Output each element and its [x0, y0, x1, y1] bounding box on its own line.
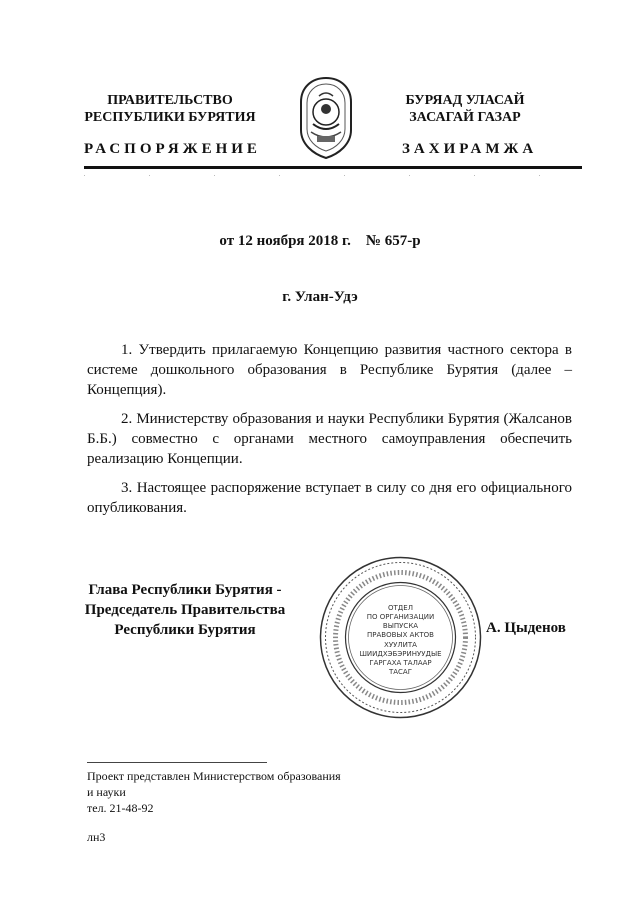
- order-number: № 657-р: [365, 233, 421, 249]
- header-dotted-divider: [84, 175, 582, 176]
- republic-emblem-icon: [291, 72, 361, 162]
- svg-text:ГАРГАХА ТАЛААР: ГАРГАХА ТАЛААР: [369, 659, 432, 667]
- government-title: [70, 92, 270, 126]
- footnote-phone: тел. 21-48-92: [87, 801, 154, 815]
- footnote-line2: и науки: [87, 785, 126, 799]
- svg-text:ПРАВОВЫХ АКТОВ: ПРАВОВЫХ АКТОВ: [367, 631, 434, 639]
- document-type-buryat: ЗАХИРАМЖА: [402, 141, 538, 157]
- government-title-line2: РЕСПУБЛИКИ БУРЯТИЯ: [84, 110, 256, 125]
- svg-text:ШИИДХЭБЭРИНУУДЫЕ: ШИИДХЭБЭРИНУУДЫЕ: [359, 650, 442, 658]
- government-title-buryat-line2: ЗАСАГАЙ ГАЗАР: [409, 110, 521, 125]
- footnote-divider: [87, 762, 267, 763]
- footnote-line1: Проект представлен Министерством образования: [87, 769, 341, 783]
- document-code: лн3: [87, 830, 106, 844]
- signatory-title: [70, 580, 300, 640]
- paragraph-2: 2. Министерству образования и науки Республики Бурятия (Жалсанов Б.Б.) совместно с органами местного самоуправления обеспечить реализацию Концепции.: [87, 411, 572, 467]
- order-city: г. Улан-Удэ: [282, 289, 358, 305]
- document-type: РАСПОРЯЖЕНИЕ: [84, 141, 261, 157]
- signatory-title-line1: Глава Республики Бурятия -: [88, 582, 282, 598]
- svg-text:ПО ОРГАНИЗАЦИИ: ПО ОРГАНИЗАЦИИ: [366, 613, 435, 621]
- government-title-buryat-line1: БУРЯАД УЛАСАЙ: [405, 93, 525, 108]
- paragraph-1: 1. Утвердить прилагаемую Концепцию развития частного сектора в системе дошкольного образования в Республике Бурятия (далее – Концепция).: [87, 342, 572, 398]
- government-title-line1: ПРАВИТЕЛЬСТВО: [107, 93, 233, 108]
- order-date-number: [0, 233, 640, 250]
- svg-text:ТАСАГ: ТАСАГ: [388, 668, 413, 676]
- svg-text:ВЫПУСКА: ВЫПУСКА: [382, 622, 419, 630]
- svg-text:ХУУЛИТА: ХУУЛИТА: [384, 641, 417, 649]
- header-divider: [84, 166, 582, 169]
- paragraph-3: 3. Настоящее распоряжение вступает в силу со дня его официального опубликования.: [87, 480, 572, 516]
- signatory-title-line3: Республики Бурятия: [114, 622, 256, 638]
- official-seal-stamp: [318, 555, 483, 720]
- signatory-name: А. Цыденов: [486, 620, 566, 636]
- order-date: от 12 ноября 2018 г.: [219, 233, 351, 249]
- svg-text:ОТДЕЛ: ОТДЕЛ: [388, 604, 413, 612]
- signatory-title-line2: Председатель Правительства: [84, 602, 286, 618]
- footnote: [87, 768, 341, 816]
- government-title-buryat: [385, 92, 545, 126]
